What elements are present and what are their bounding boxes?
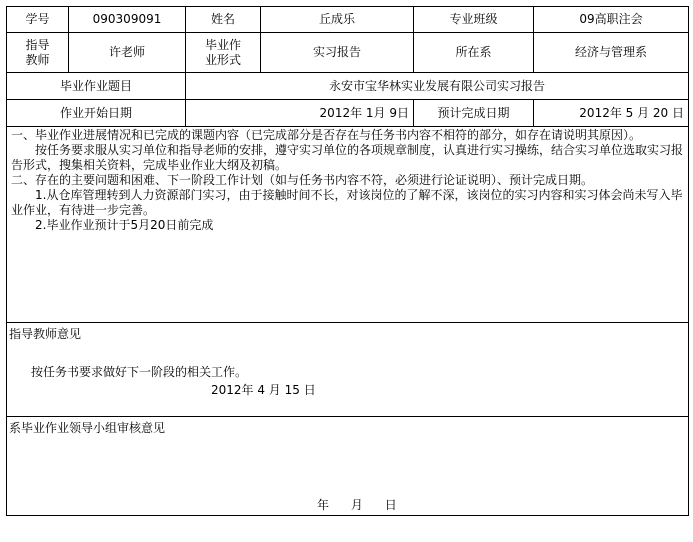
start-date-value: 2012年 1月 9日 [186, 100, 414, 127]
row-committee-opinion [7, 417, 689, 516]
advisor-label-line1: 指导 [25, 37, 50, 52]
end-date-label: 预计完成日期 [414, 100, 534, 127]
topic-value: 永安市宝华林实业发展有限公司实习报告 [186, 73, 689, 100]
student-id-label: 学号 [7, 7, 69, 33]
form-table [6, 6, 689, 516]
name-label: 姓名 [186, 7, 261, 33]
plan-item-2: 2.毕业作业预计于5月20日前完成 [35, 218, 214, 232]
class-label: 专业班级 [414, 7, 534, 33]
plan-item-1: 1.从仓库管理转到人力资源部门实习，由于接触时间不长，对该岗位的了解不深，该岗位的实习内容和实习体会尚未写入毕业作业，有待进一步完善。 [11, 188, 683, 217]
progress-heading-2: 二、存在的主要问题和困难、下一阶段工作计划（如与任务书内容不符，必须进行论证说明）、预计完成日期。 [11, 173, 594, 187]
advisor-label [7, 33, 69, 73]
class-value: 09高职注会 [534, 7, 689, 33]
advisor-opinion-section [7, 323, 689, 417]
student-id-value: 090309091 [69, 7, 186, 33]
row-topic [7, 73, 689, 100]
signature-day: 日 [384, 498, 397, 512]
progress-section [7, 127, 689, 323]
form-type-value: 实习报告 [261, 33, 414, 73]
progress-paragraph-1: 按任务要求服从实习单位和指导老师的安排，遵守实习单位的各项规章制度，认真进行实习操练，结合实习单位选取实习报告形式，搜集相关资料，完成毕业作业大纲及初稿。 [11, 143, 684, 172]
start-date-label: 作业开始日期 [7, 100, 186, 127]
end-date-value: 2012年 5 月 20 日 [534, 100, 689, 127]
topic-label: 毕业作业题目 [7, 73, 186, 100]
committee-opinion-title: 系毕业作业领导小组审核意见 [9, 421, 166, 435]
form-type-label-line2: 业形式 [204, 52, 241, 67]
progress-heading-1: 一、毕业作业进展情况和已完成的课题内容（已完成部分是否存在与任务书内容不相符的部分，如存在请说明其原因）。 [11, 128, 642, 142]
row-dates [7, 100, 689, 127]
advisor-label-line2: 教师 [25, 52, 50, 67]
signature-month: 月 [350, 498, 363, 512]
advisor-value: 许老师 [69, 33, 186, 73]
committee-signature-date [317, 498, 415, 513]
form-type-label-line1: 毕业作 [204, 37, 241, 52]
advisor-opinion-title: 指导教师意见 [9, 327, 82, 341]
row-progress [7, 127, 689, 323]
signature-year: 年 [317, 498, 330, 512]
form-type-label [186, 33, 261, 73]
committee-opinion-section [7, 417, 689, 516]
dept-label: 所在系 [414, 33, 534, 73]
dept-value: 经济与管理系 [534, 33, 689, 73]
advisor-opinion-text: 按任务书要求做好下一阶段的相关工作。 [31, 365, 248, 379]
name-value: 丘成乐 [261, 7, 414, 33]
row-student-info [7, 7, 689, 33]
row-advisor-info [7, 33, 689, 73]
advisor-opinion-date: 2012年 4 月 15 日 [211, 383, 316, 397]
row-advisor-opinion [7, 323, 689, 417]
